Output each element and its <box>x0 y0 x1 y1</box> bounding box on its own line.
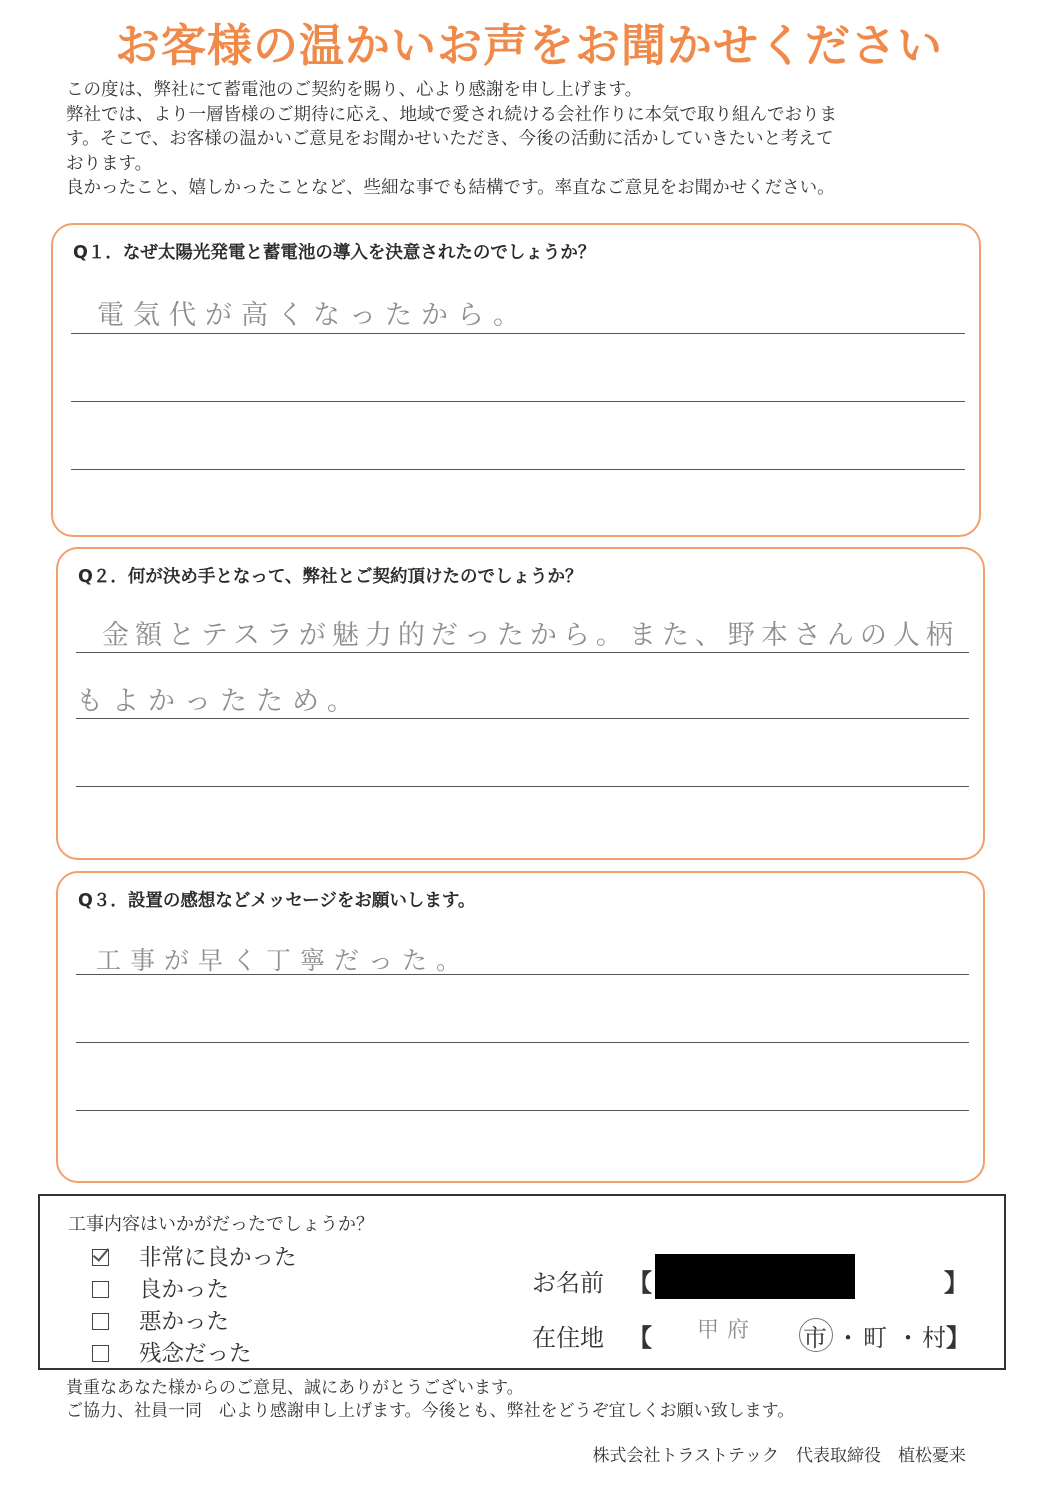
checkbox[interactable] <box>92 1281 109 1298</box>
checkbox[interactable] <box>92 1313 109 1330</box>
answer-rule <box>76 786 969 787</box>
answer-rule <box>71 333 965 334</box>
handwritten-answer: 工事が早く丁寧だった。 <box>96 946 471 975</box>
name-bracket-open: 【 <box>628 1269 652 1297</box>
city-separator: ・ <box>836 1324 860 1352</box>
city-type-cho: 町 <box>863 1324 887 1352</box>
answer-rule <box>76 1042 969 1043</box>
answer-rule <box>76 974 969 975</box>
intro-line: 弊社では、より一層皆様のご期待に応え、地域で愛され続ける会社作りに本気で取り組んでおりま <box>66 104 838 125</box>
option-label: 残念だった <box>139 1341 252 1367</box>
checkbox[interactable] <box>92 1345 109 1362</box>
handwritten-answer: 電気代が高くなったから。 <box>97 300 529 331</box>
footer-line: 貴重なあなた様からのご意見、誠にありがとうございます。 <box>66 1378 524 1398</box>
checkbox-checked[interactable] <box>92 1249 109 1266</box>
address-bracket-close: 】 <box>946 1324 970 1352</box>
option-label: 非常に良かった <box>139 1245 297 1271</box>
intro-text <box>66 78 986 201</box>
option-disappointing[interactable] <box>92 1336 252 1368</box>
option-label: 良かった <box>139 1277 230 1303</box>
footer-line: ご協力、社員一同 心より感謝申し上げます。今後とも、弊社をどうぞ宜しくお願い致します。 <box>66 1401 795 1421</box>
name-label: お名前 <box>532 1269 604 1297</box>
evaluation-question: 工事内容はいかがだったでしょうか？ <box>68 1214 374 1235</box>
intro-line: 良かったこと、嬉しかったことなど、些細な事でも結構です。率直なご意見をお聞かせください。 <box>66 178 835 198</box>
question-box-q1 <box>51 223 981 537</box>
option-label: 悪かった <box>139 1309 230 1335</box>
handwritten-city: 甲府 <box>697 1318 758 1343</box>
name-bracket-close: 】 <box>944 1269 968 1297</box>
question-box-q2 <box>56 547 985 860</box>
answer-rule <box>71 469 965 470</box>
question-box-q3 <box>56 871 985 1183</box>
option-very-good[interactable] <box>92 1240 297 1272</box>
answer-rule <box>76 652 969 653</box>
answer-rule <box>76 1110 969 1111</box>
question-title: Q２．何が決め手となって、弊社とご契約頂けたのでしょうか？ <box>78 567 583 587</box>
page-title: お客様の温かいお声をお聞かせください <box>114 19 943 72</box>
company-signature: 株式会社トラストテック 代表取締役 植松憂来 <box>592 1446 966 1466</box>
option-bad[interactable] <box>92 1304 229 1336</box>
evaluation-box <box>38 1194 1006 1370</box>
redacted-name <box>655 1254 855 1299</box>
city-type-shi: 市 <box>803 1324 827 1352</box>
address-label: 在住地 <box>532 1324 604 1352</box>
question-title: Q１．なぜ太陽光発電と蓄電池の導入を決意されたのでしょうか？ <box>73 243 596 263</box>
answer-rule <box>71 401 965 402</box>
intro-line: この度は、弊社にて蓄電池のご契約を賜り、心より感謝を申し上げます。 <box>66 80 643 100</box>
intro-line: す。そこで、お客様の温かいご意見をお聞かせいただき、今後の活動に活かしていきたいと考えて <box>66 129 834 149</box>
question-title: Q３．設置の感想などメッセージをお願いします。 <box>78 891 476 911</box>
answer-rule <box>76 718 969 719</box>
intro-line: おります。 <box>66 153 153 174</box>
city-type-son: 村 <box>922 1324 946 1352</box>
handwritten-answer: もよかったため。 <box>76 686 363 717</box>
address-bracket-open: 【 <box>628 1324 652 1352</box>
city-separator: ・ <box>896 1324 920 1352</box>
footer-message <box>66 1377 794 1423</box>
option-good[interactable] <box>92 1272 229 1304</box>
handwritten-answer: 金額とテスラが魅力的だったから。また、野本さんの人柄 <box>102 620 959 651</box>
